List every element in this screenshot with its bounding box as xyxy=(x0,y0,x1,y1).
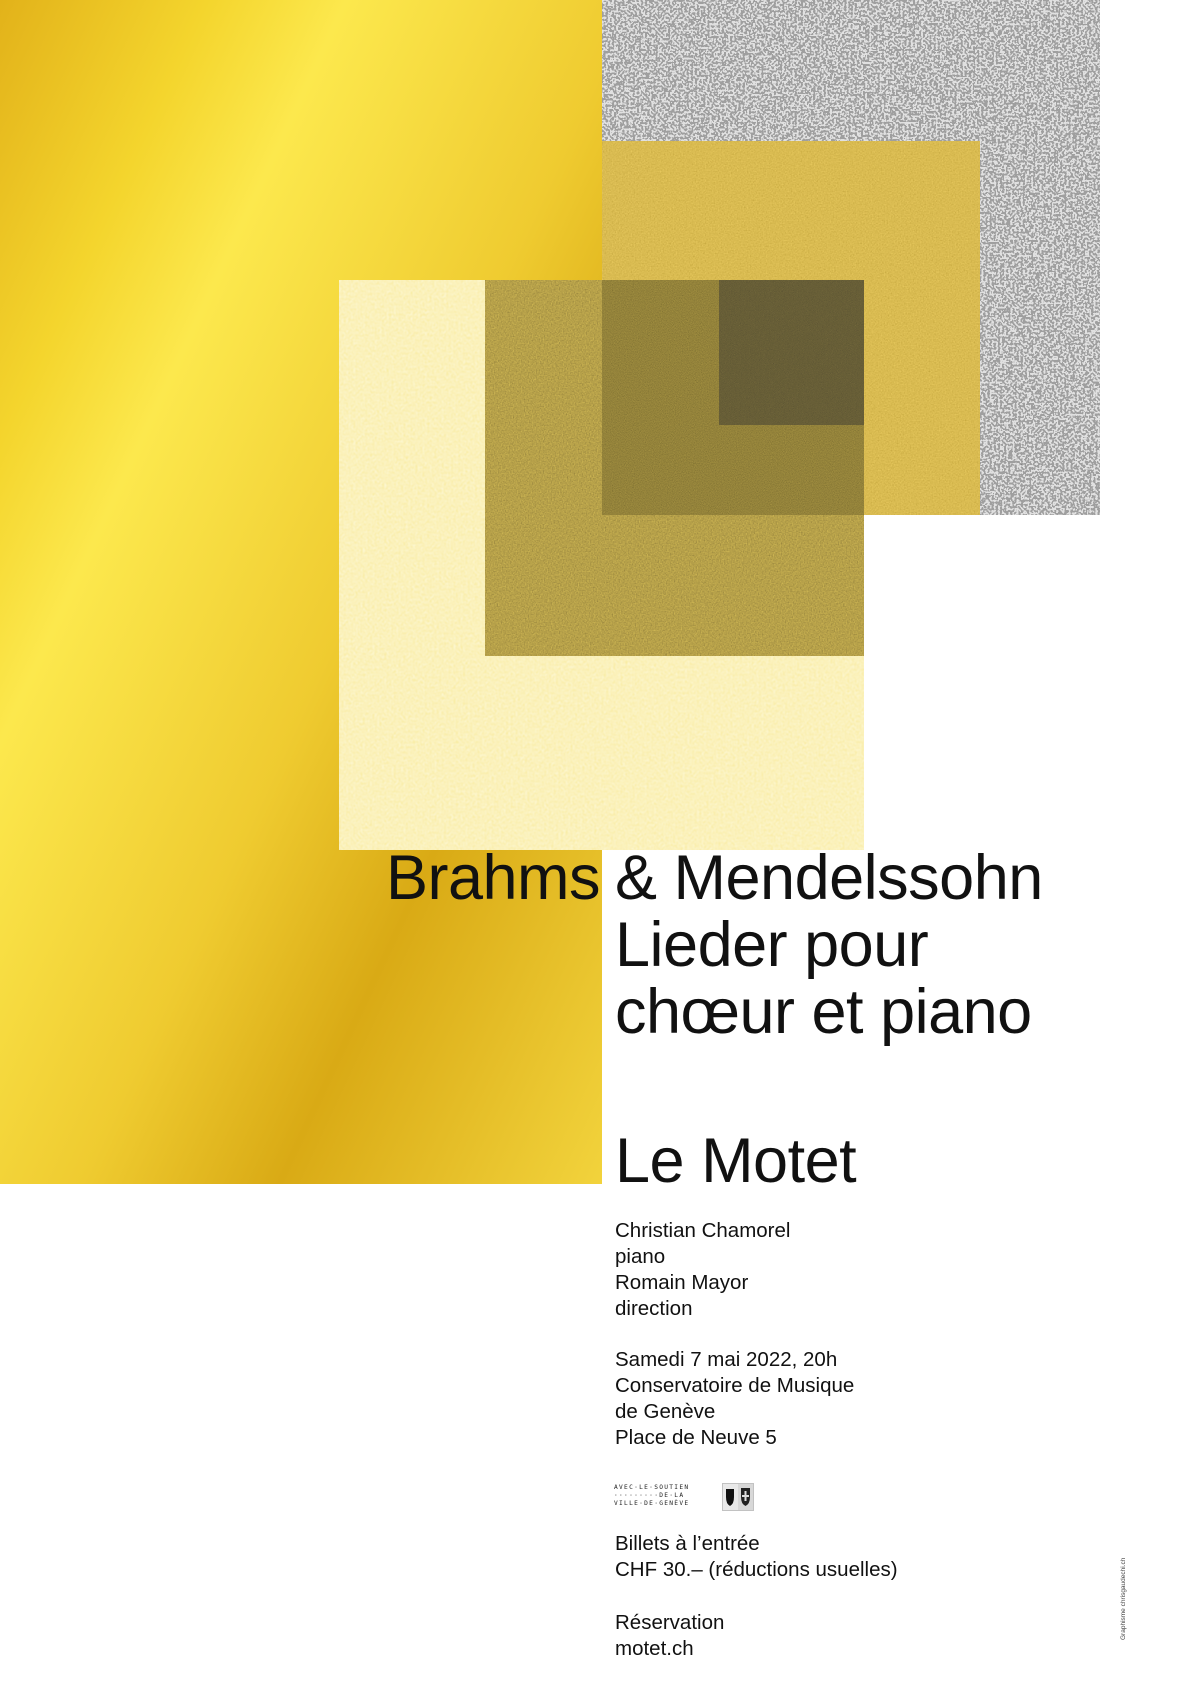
sponsor-line: AVEC·LE·SOUTIEN xyxy=(614,1484,690,1491)
sponsor-line: VILLE·DE·GENÈVE xyxy=(614,1500,690,1507)
ticket-price: CHF 30.– (réductions usuelles) xyxy=(615,1558,898,1581)
credit-line: piano xyxy=(615,1245,666,1268)
booking-info xyxy=(615,1610,724,1662)
designer-credit: Graphisme chrisgaudechi.ch xyxy=(1120,1557,1127,1640)
title-line-3 xyxy=(0,979,1200,1046)
sponsor-line: ·········DE·LA xyxy=(614,1492,685,1499)
credit-line: direction xyxy=(615,1297,693,1320)
event-details xyxy=(615,1347,854,1451)
booking-url[interactable]: motet.ch xyxy=(615,1637,694,1660)
title-brahms: Brahms xyxy=(385,843,600,913)
ticket-line: Billets à l’entrée xyxy=(615,1532,760,1555)
title-line-1 xyxy=(0,845,1200,912)
credit-line: Christian Chamorel xyxy=(615,1219,791,1242)
event-venue-city: de Genève xyxy=(615,1400,716,1423)
ensemble-name: Le Motet xyxy=(615,1126,857,1196)
booking-label: Réservation xyxy=(615,1611,725,1634)
title-mendelssohn: & Mendelssohn xyxy=(615,843,1043,913)
title-choeur-piano: chœur et piano xyxy=(615,977,1032,1047)
dark-core-square xyxy=(719,280,864,425)
sponsor-text xyxy=(614,1484,689,1508)
event-address: Place de Neuve 5 xyxy=(615,1426,777,1449)
performer-credits xyxy=(615,1218,790,1322)
event-venue: Conservatoire de Musique xyxy=(615,1374,855,1397)
credit-line: Romain Mayor xyxy=(615,1271,749,1294)
sponsor-logo xyxy=(614,1483,759,1511)
geneva-crest-icon xyxy=(722,1483,754,1511)
event-date: Samedi 7 mai 2022, 20h xyxy=(615,1348,838,1371)
title-lieder: Lieder pour xyxy=(615,910,929,980)
title-line-2 xyxy=(0,912,1200,979)
ticket-info xyxy=(615,1531,898,1583)
concert-title xyxy=(0,845,1200,1046)
